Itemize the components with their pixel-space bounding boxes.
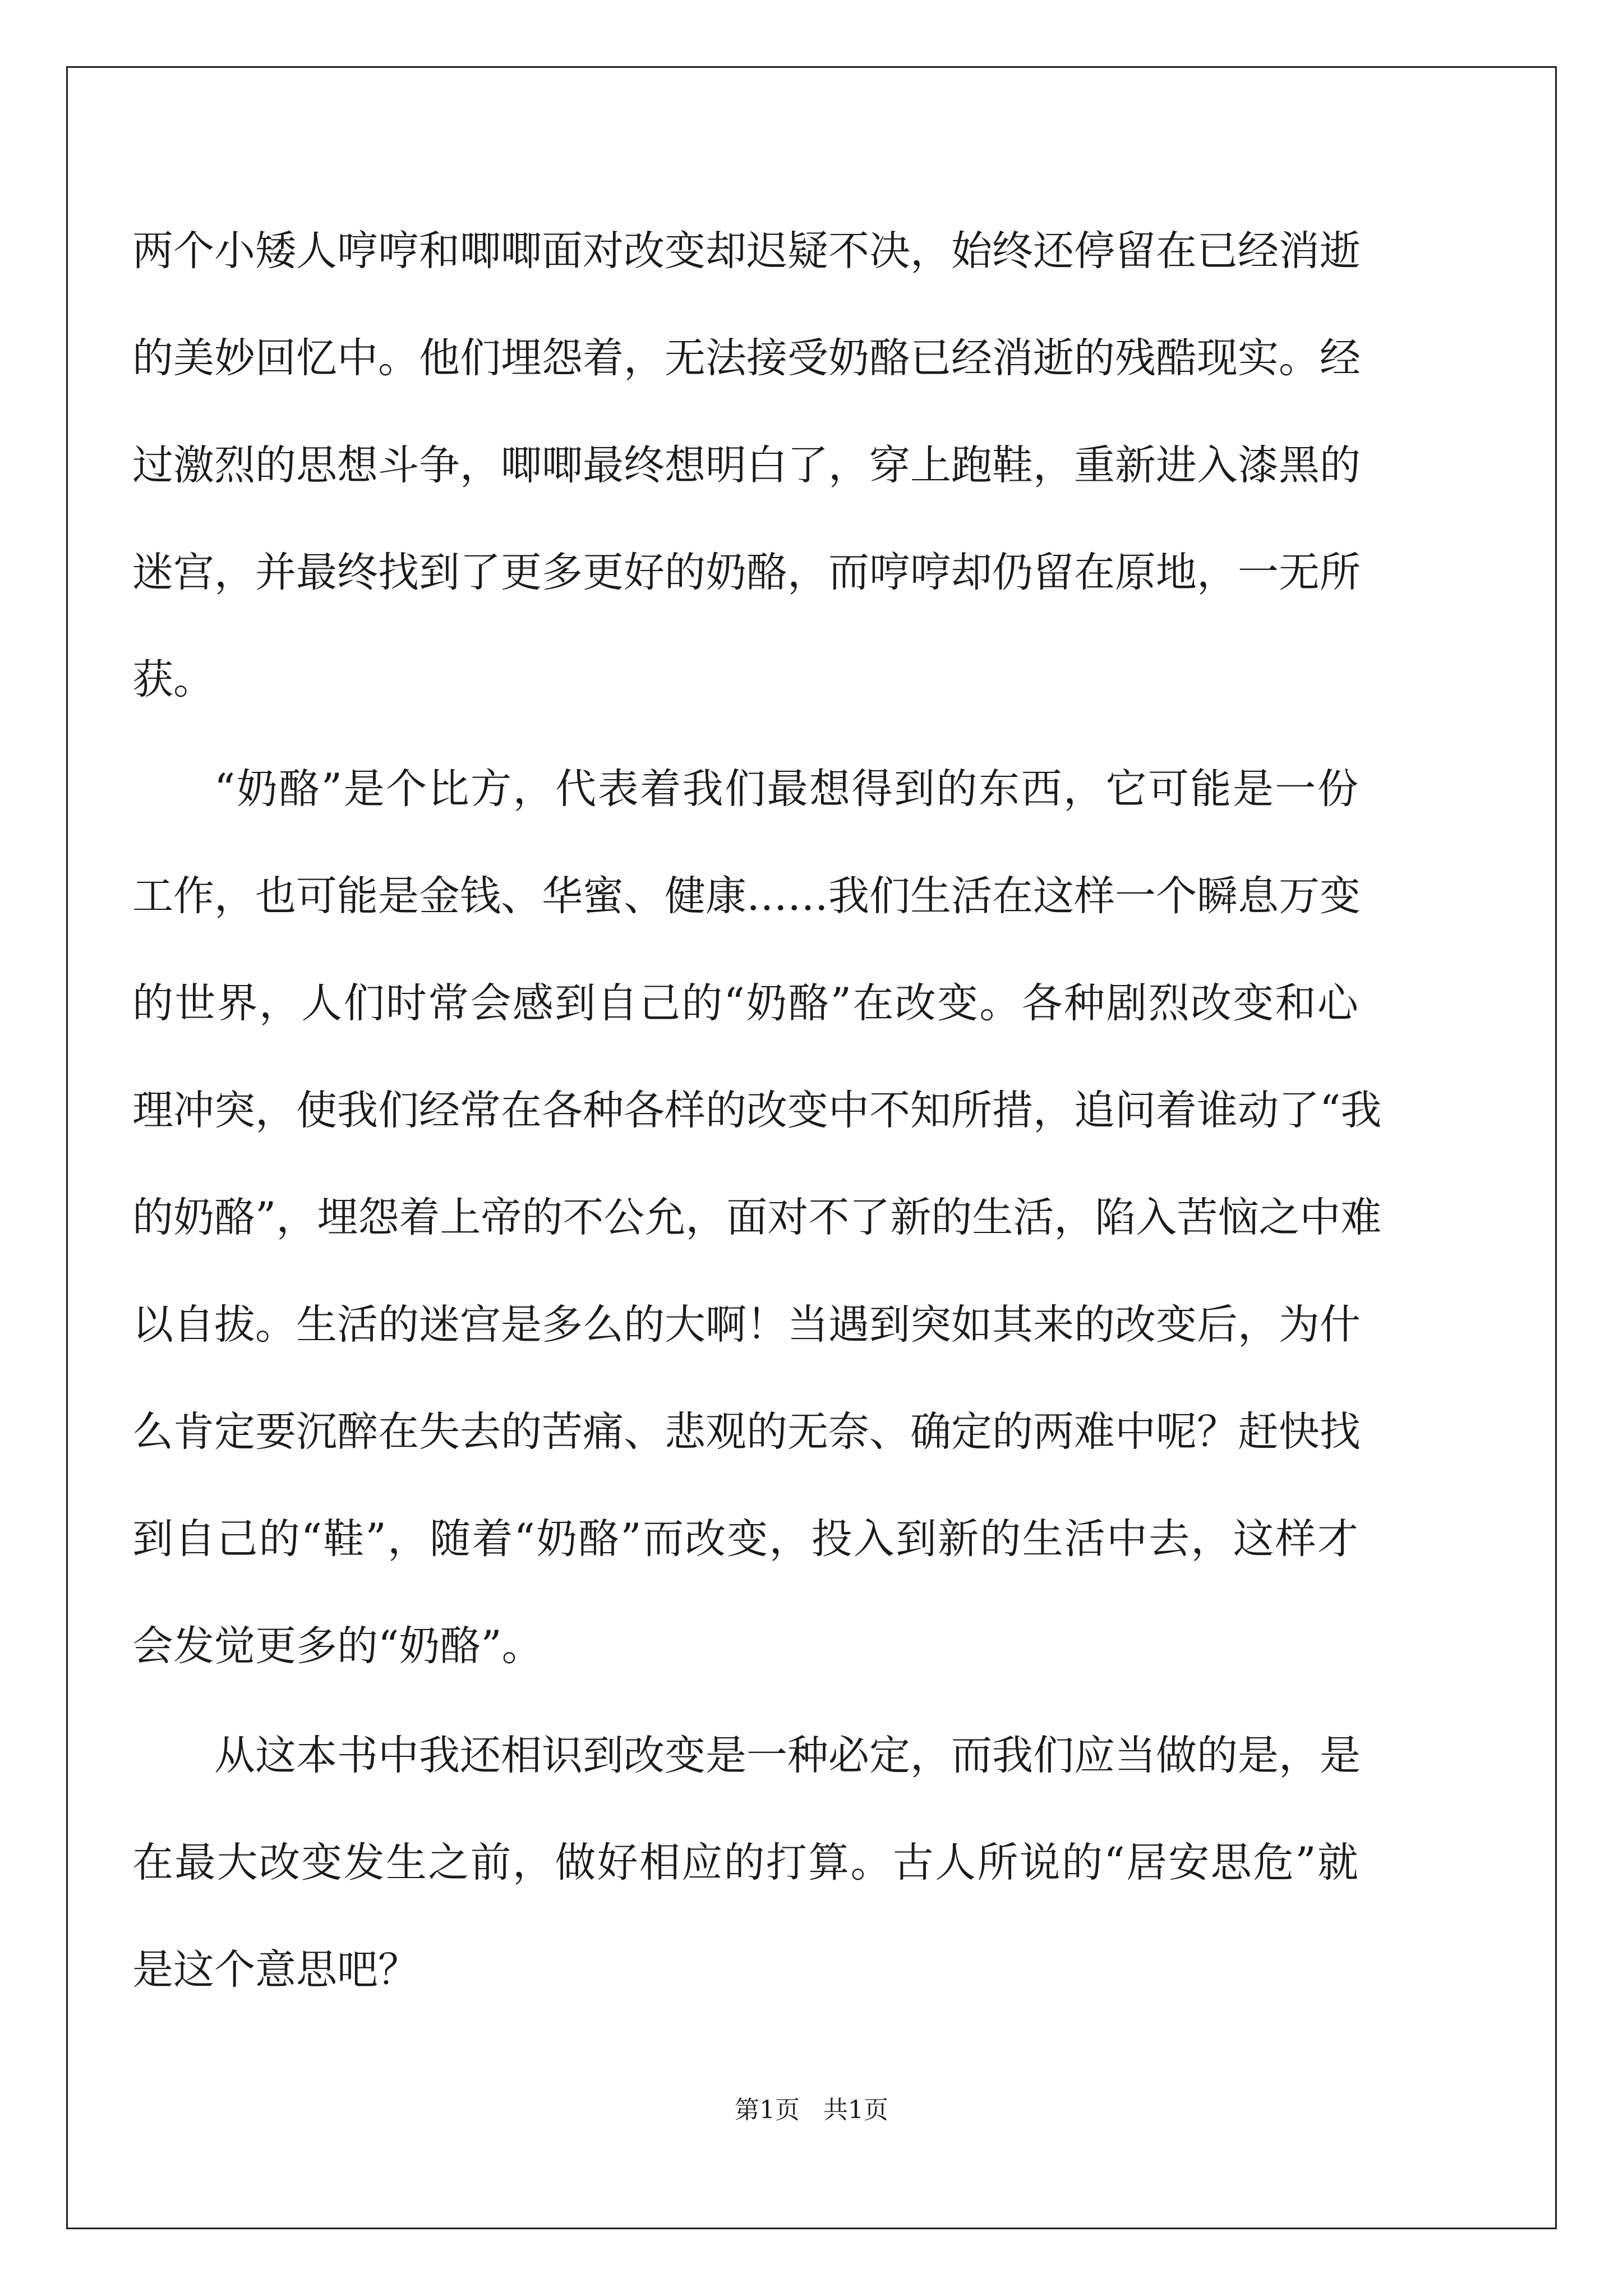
text-line: 的美妙回忆中。他们埋怨着，无法接受奶酪已经消逝的残酷现实。经 (132, 334, 1361, 382)
text-line: 么肯定要沉醉在失去的苦痛、悲观的无奈、确定的两难中呢？赶快找 (132, 1408, 1361, 1456)
paragraph-first-line: 从这本书中我还相识到改变是一种必定，而我们应当做的是，是 (214, 1732, 1361, 1779)
text-line: 工作，也可能是金钱、华蜜、健康……我们生活在这样一个瞬息万变 (132, 872, 1361, 920)
text-line: 会发觉更多的“奶酪”。 (132, 1622, 543, 1670)
text-line: 到自己的“鞋”，随着“奶酪”而改变，投入到新的生活中去，这样才 (132, 1515, 1358, 1563)
page-border (66, 66, 1557, 2229)
text-line: 以自拔。生活的迷宫是多么的大啊！当遇到突如其来的改变后，为什 (132, 1301, 1361, 1349)
text-line: 理冲突，使我们经常在各种各样的改变中不知所措，追问着谁动了“我 (132, 1087, 1382, 1134)
text-line: 在最大改变发生之前，做好相应的打算。古人所说的“居安思危”就 (132, 1839, 1358, 1887)
text-line: 获。 (132, 656, 214, 703)
text-line: 迷宫，并最终找到了更多更好的奶酪，而哼哼却仍留在原地，一无所 (132, 549, 1361, 596)
paragraph-first-line: “奶酪”是个比方，代表着我们最想得到的东西，它可能是一份 (214, 765, 1358, 813)
text-line: 的奶酪”，埋怨着上帝的不公允，面对不了新的生活，陷入苦恼之中难 (132, 1194, 1382, 1241)
text-line: 是这个意思吧？ (132, 1946, 419, 1994)
text-line: 两个小矮人哼哼和唧唧面对改变却迟疑不决，始终还停留在已经消逝 (132, 227, 1361, 275)
text-line: 过激烈的思想斗争，唧唧最终想明白了，穿上跑鞋，重新进入漆黑的 (132, 441, 1361, 489)
page-footer: 第1页 共1页 (735, 2096, 888, 2124)
text-line: 的世界，人们时常会感到自己的“奶酪”在改变。各种剧烈改变和心 (132, 979, 1358, 1027)
